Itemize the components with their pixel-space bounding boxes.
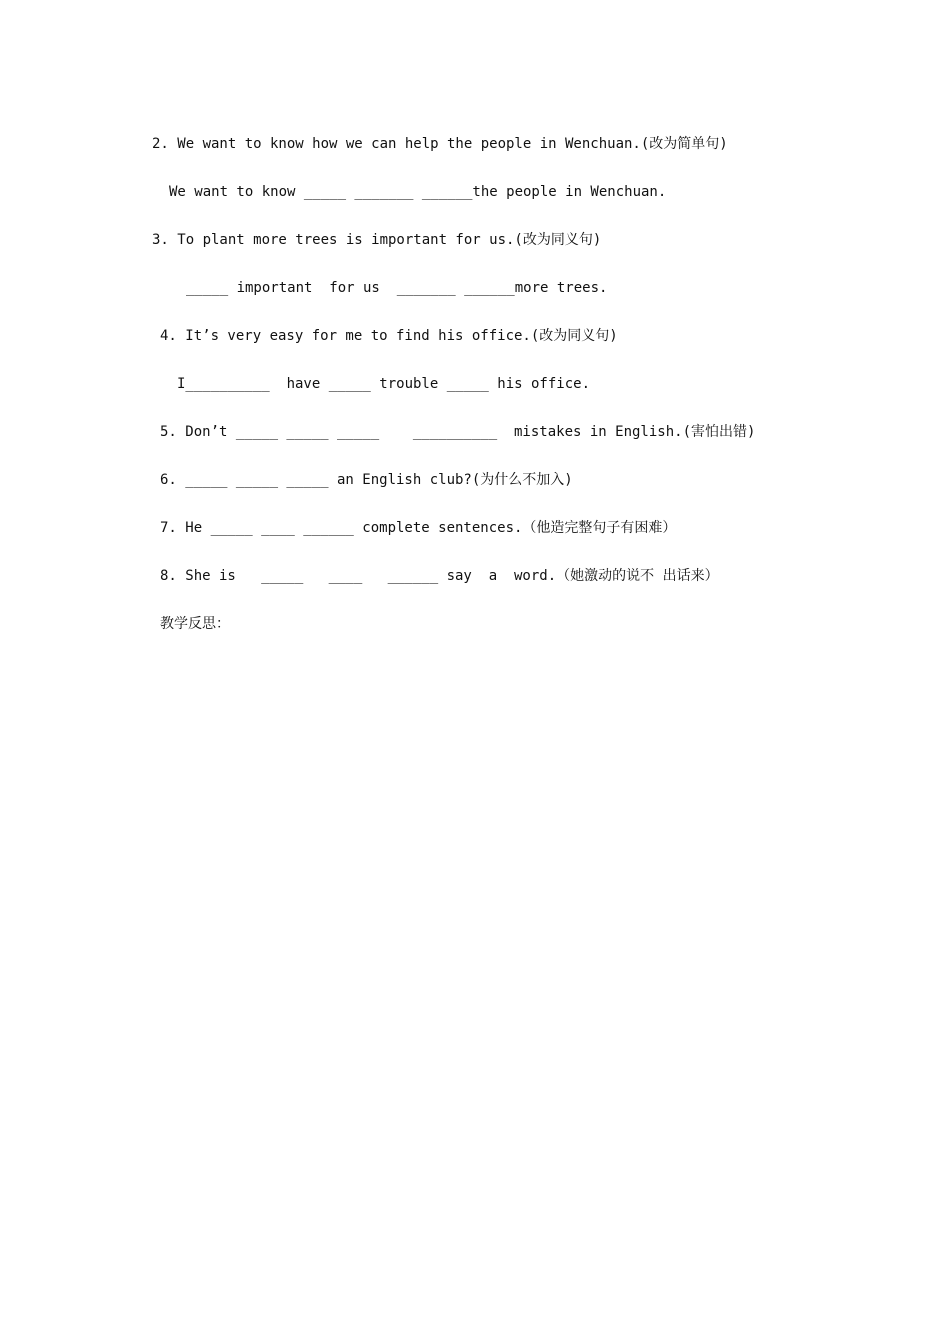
question-6: 6. _____ _____ _____ an English club?(为什么不加入) — [160, 472, 573, 488]
question-3-answer-line: _____ important for us _______ ______more trees. — [186, 280, 608, 296]
question-7: 7. He _____ ____ ______ complete sentences.（他造完整句子有困难） — [160, 520, 677, 536]
question-2-prompt: 2. We want to know how we can help the people in Wenchuan.(改为简单句) — [152, 136, 728, 152]
teaching-reflection-label: 教学反思： — [160, 616, 230, 632]
question-4-answer-line: I__________ have _____ trouble _____ his office. — [177, 376, 591, 392]
question-5: 5. Don’t _____ _____ _____ __________ mistakes in English.(害怕出错) — [160, 424, 756, 440]
question-4-prompt: 4. It’s very easy for me to find his office.(改为同义句) — [160, 328, 618, 344]
question-8: 8. She is _____ ____ ______ say a word.（她激动的说不 出话来） — [160, 568, 719, 584]
question-3-prompt: 3. To plant more trees is important for us.(改为同义句) — [152, 232, 602, 248]
question-2-answer-line: We want to know _____ _______ ______the people in Wenchuan. — [169, 184, 667, 200]
